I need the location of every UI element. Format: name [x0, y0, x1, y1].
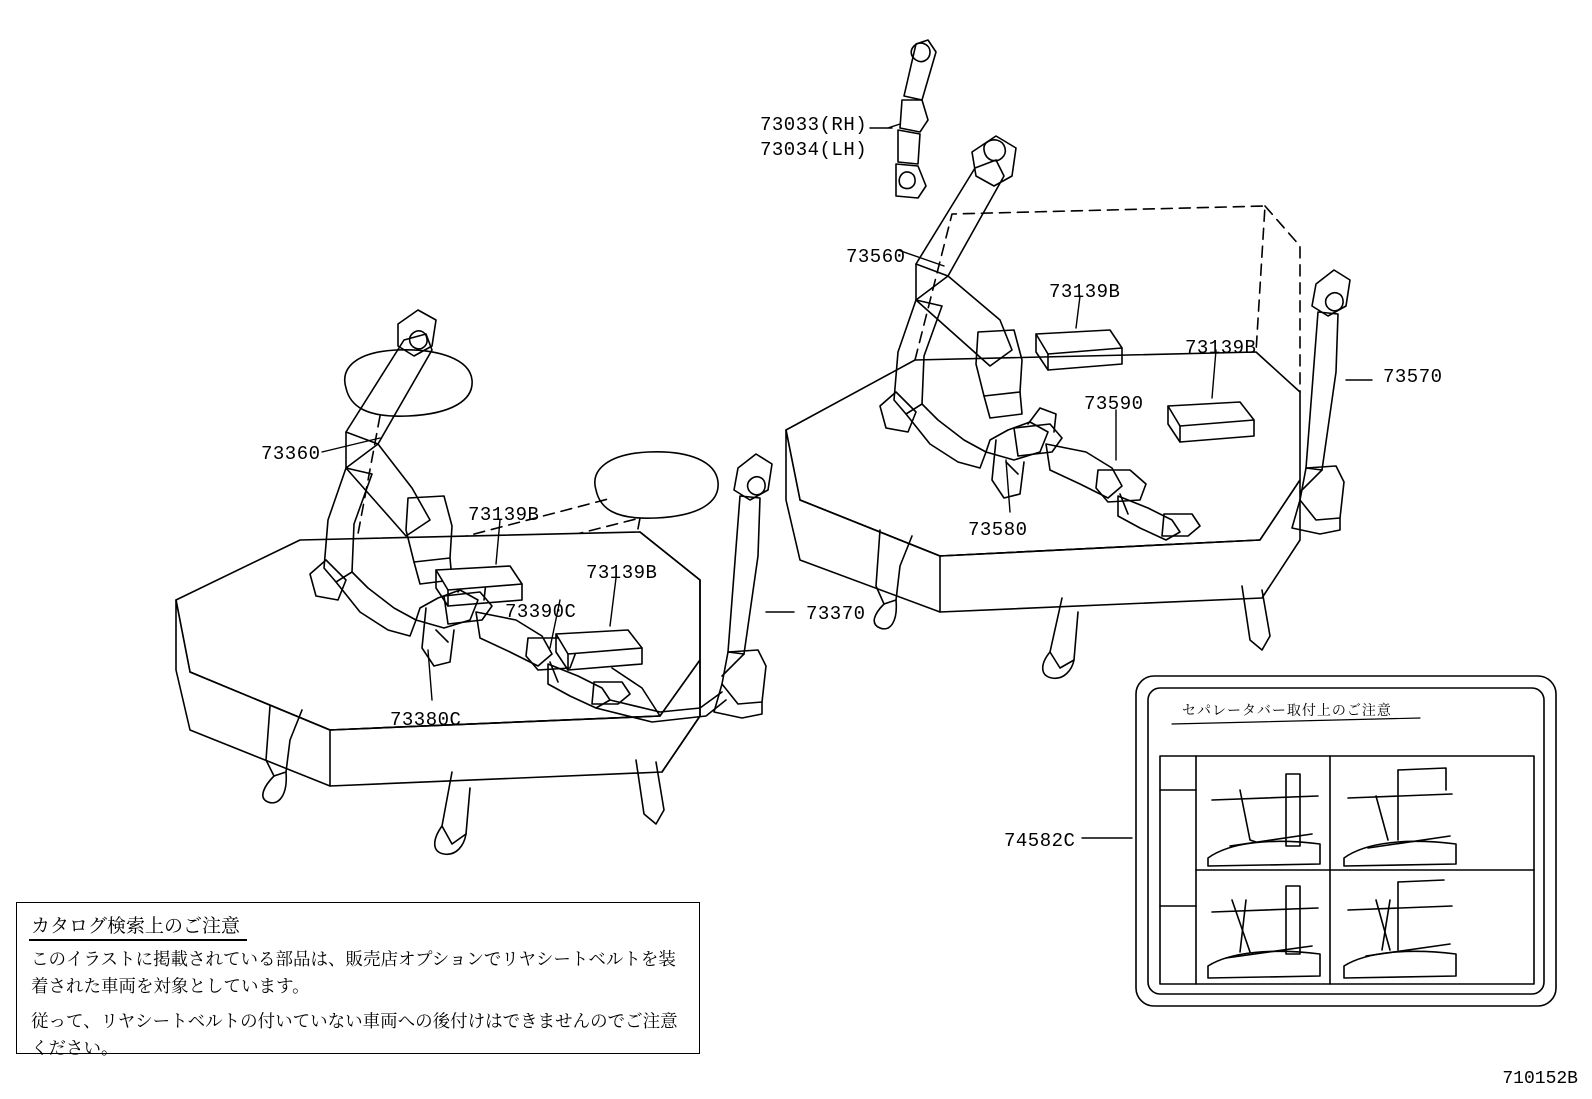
callout-73380c: 73380C — [390, 709, 462, 731]
callout-73560: 73560 — [846, 246, 906, 268]
callout-73360: 73360 — [261, 443, 321, 465]
catalog-note-paragraph-1: このイラストに掲載されている部品は、販売店オプションでリヤシートベルトを装着された車両を対象としています。 — [31, 950, 676, 997]
catalog-note-title-underline — [29, 939, 247, 941]
callout-line1: 73033(RH) — [760, 114, 868, 136]
catalog-note-paragraph-2: 従って、リヤシートベルトの付いていない車両への後付けはできませんのでご注意ください。 — [31, 1012, 678, 1059]
callout-73390c: 73390C — [505, 601, 577, 623]
callout-73580: 73580 — [968, 519, 1028, 541]
callout-73139b-top-right: 73139B — [1185, 337, 1257, 359]
callout-73370: 73370 — [806, 603, 866, 625]
callout-73139b-left-upper: 73139B — [468, 504, 540, 526]
callout-line2: 73034(LH) — [760, 139, 868, 161]
catalog-note-title: カタログ検索上のご注意 — [31, 915, 241, 937]
callout-73590: 73590 — [1084, 393, 1144, 415]
catalog-note-box — [16, 902, 700, 1059]
callout-73570: 73570 — [1383, 366, 1443, 388]
callout-73033-73034 — [760, 113, 867, 163]
callout-73139b-top-center: 73139B — [1049, 281, 1121, 303]
figure-code: 710152B — [1502, 1069, 1578, 1089]
callout-74582c: 74582C — [1004, 830, 1076, 852]
callout-73139b-left-lower: 73139B — [586, 562, 658, 584]
inset-caption: セパレータバー取付上のご注意 — [1182, 703, 1392, 719]
